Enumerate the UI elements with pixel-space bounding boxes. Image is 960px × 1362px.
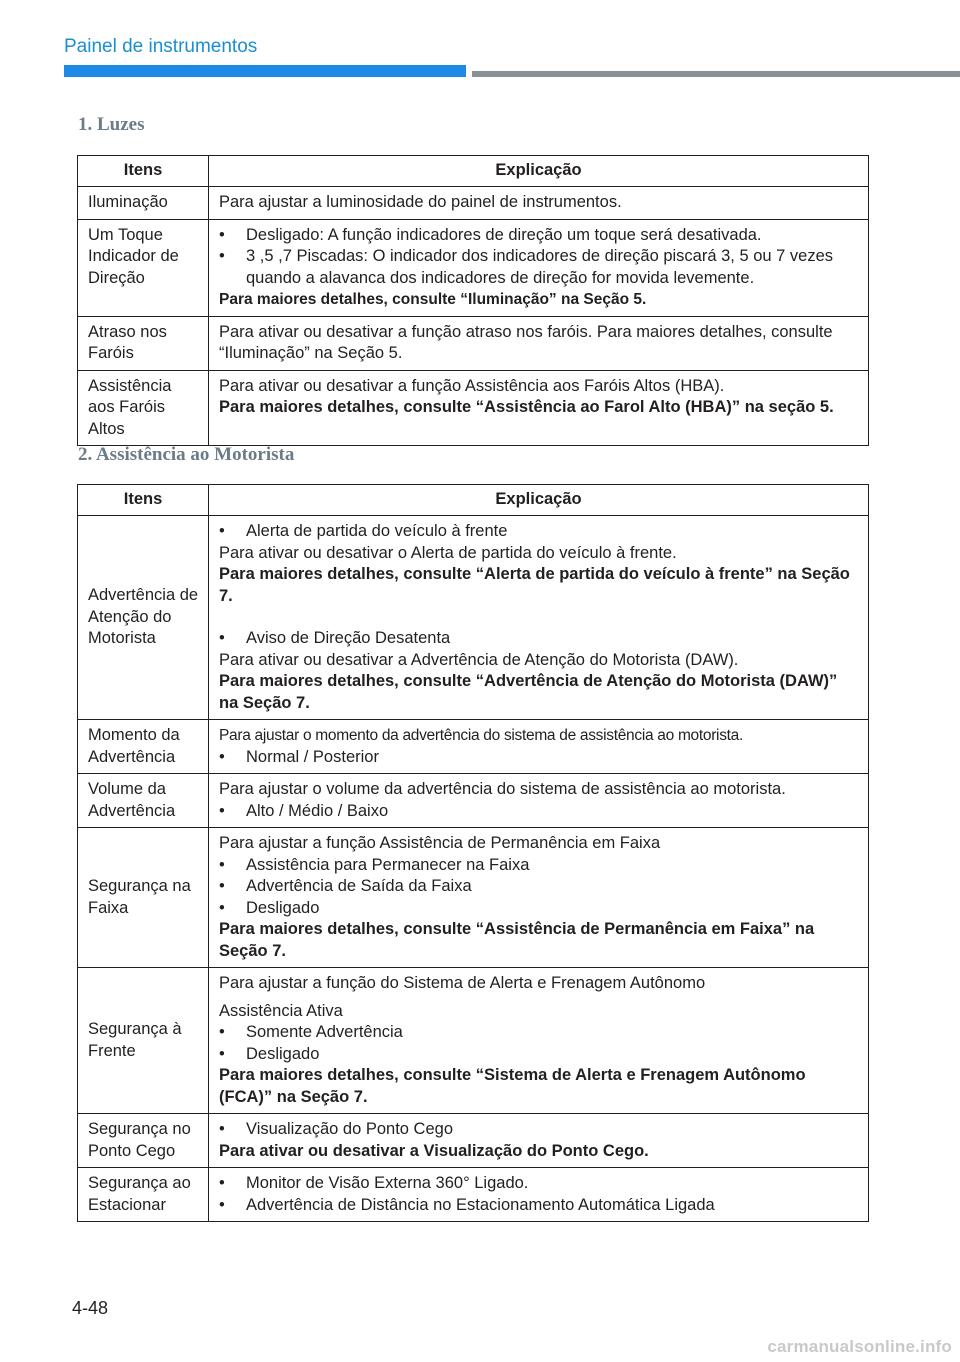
row-explanation: Para ajustar o volume da advertência do sistema de assistência ao motorista. • Alto / Médio / Baixo [209, 774, 869, 828]
reference-note: Para maiores detalhes, consulte “Sistema de Alerta e Frenagem Autônomo (FCA)” na Seção 7. [219, 1066, 806, 1106]
row-item-label: Segurança no Ponto Cego [78, 1114, 209, 1168]
row-item-label: Atraso nos Faróis [78, 316, 209, 370]
row-item-label: Segurança à Frente [78, 968, 209, 1114]
table-row [78, 316, 869, 370]
reference-note: Para maiores detalhes, consulte “Assistência de Permanência em Faixa” na Seção 7. [219, 920, 815, 960]
table-row [78, 516, 869, 720]
table-row [78, 828, 869, 968]
bullet-item: • Alto / Médio / Baixo [219, 801, 389, 820]
table-row [78, 219, 869, 316]
reference-note: Para maiores detalhes, consulte “Alerta de partida do veículo à frente” na Seção 7. [219, 565, 850, 605]
bullet-item: • Monitor de Visão Externa 360° Ligado. [219, 1174, 529, 1192]
section-title-luzes: 1. Luzes [78, 114, 145, 135]
row-explanation: Para ajustar a luminosidade do painel de instrumentos. [209, 187, 869, 220]
bullet-item: • Visualização do Ponto Cego [219, 1120, 454, 1138]
row-explanation: Para ativar ou desativar a função atraso nos faróis. Para maiores detalhes, consulte “Iluminação” na Seção 5. [209, 316, 869, 370]
section-title-assistencia: 2. Assistência ao Motorista [78, 444, 295, 465]
bullet-item: • Normal / Posterior [219, 747, 379, 766]
table-luzes [77, 155, 869, 446]
bullet-item: • Advertência de Distância no Estacionamento Automática Ligada [219, 1195, 715, 1214]
row-item-label: Iluminação [78, 187, 209, 220]
reference-note: Para maiores detalhes, consulte “Assistência ao Farol Alto (HBA)” na seção 5. [219, 398, 834, 416]
row-explanation: Para ajustar o momento da advertência do sistema de assistência ao motorista. • Normal / Posterior [209, 720, 869, 774]
row-explanation: Para ajustar a função do Sistema de Alerta e Frenagem Autônomo Assistência Ativa • Somente Advertência • Desligado Para maiores detalhes, consulte “Sistema de Alerta e Frenagem Autônomo (FCA)” na Seção 7. [209, 968, 869, 1114]
row-item-label: Segurança na Faixa [78, 828, 209, 968]
bullet-item: • Desligado: A função indicadores de direção um toque será desativada. [219, 225, 762, 244]
row-explanation: Para ativar ou desativar a função Assistência aos Faróis Altos (HBA). Para maiores detalhes, consulte “Assistência ao Farol Alto (HBA)” na seção 5. [209, 370, 869, 446]
row-explanation: • Alerta de partida do veículo à frente Para ativar ou desativar o Alerta de partida do veículo à frente. Para maiores detalhes, consulte “Alerta de partida do veículo à frente” na Seção 7. • Aviso de Direção Desatenta Para ativar ou desativar a Advertência de Atenção do Motorista (DAW). Para maiores detalhes, consulte “Advertência de Atenção do Motorista (DAW)” na Seção 7. [209, 516, 869, 720]
table-header-row [78, 485, 869, 516]
row-item-label: Advertência de Atenção do Motorista [78, 516, 209, 720]
header-rule [472, 71, 960, 77]
page-number: 4-48 [72, 1298, 109, 1318]
column-header-items: Itens [78, 485, 209, 516]
watermark: carmanualsonline.info [767, 1337, 952, 1356]
bullet-item: • Assistência para Permanecer na Faixa [219, 855, 530, 874]
column-header-explanation: Explicação [209, 485, 869, 516]
table-row [78, 1168, 869, 1222]
bullet-item: • Somente Advertência [219, 1023, 403, 1041]
row-item-label: Volume da Advertência [78, 774, 209, 828]
table-row [78, 370, 869, 446]
reference-note: Para maiores detalhes, consulte “Iluminação” na Seção 5. [219, 291, 647, 308]
reference-note: Para maiores detalhes, consulte “Advertência de Atenção do Motorista (DAW)” na Seção 7. [219, 672, 838, 712]
header-rule-accent [64, 65, 466, 77]
table-assistencia [77, 484, 869, 1222]
row-explanation [209, 219, 869, 316]
bullet-item: • Aviso de Direção Desatenta [219, 629, 451, 647]
bullet-item: • 3 ,5 ,7 Piscadas: O indicador dos indicadores de direção piscará 3, 5 ou 7 vezes quando a alavanca dos indicadores de direção for movida levemente. [219, 247, 834, 287]
table-row [78, 1114, 869, 1168]
row-item-label: Um Toque Indicador de Direção [78, 219, 209, 316]
row-item-label: Momento da Advertência [78, 720, 209, 774]
running-header: Painel de instrumentos [64, 36, 258, 57]
bullet-item: • Desligado [219, 1044, 320, 1063]
row-explanation [209, 1114, 869, 1168]
row-explanation: Para ajustar a função Assistência de Permanência em Faixa • Assistência para Permanecer na Faixa • Advertência de Saída da Faixa • Desligado Para maiores detalhes, consulte “Assistência de Permanência em Faixa” na Seção 7. [209, 828, 869, 968]
bullet-item: • Advertência de Saída da Faixa [219, 877, 472, 895]
table-row [78, 968, 869, 1114]
row-explanation [209, 1168, 869, 1222]
table-header-row [78, 156, 869, 187]
reference-note: Para ativar ou desativar a Visualização do Ponto Cego. [219, 1141, 649, 1160]
table-row [78, 720, 869, 774]
row-item-label: Segurança ao Estacionar [78, 1168, 209, 1222]
row-item-label: Assistência aos Faróis Altos [78, 370, 209, 446]
table-row [78, 187, 869, 220]
column-header-explanation: Explicação [209, 156, 869, 187]
bullet-item: • Alerta de partida do veículo à frente [219, 522, 508, 540]
column-header-items: Itens [78, 156, 209, 187]
table-row [78, 774, 869, 828]
bullet-item: • Desligado [219, 898, 320, 917]
